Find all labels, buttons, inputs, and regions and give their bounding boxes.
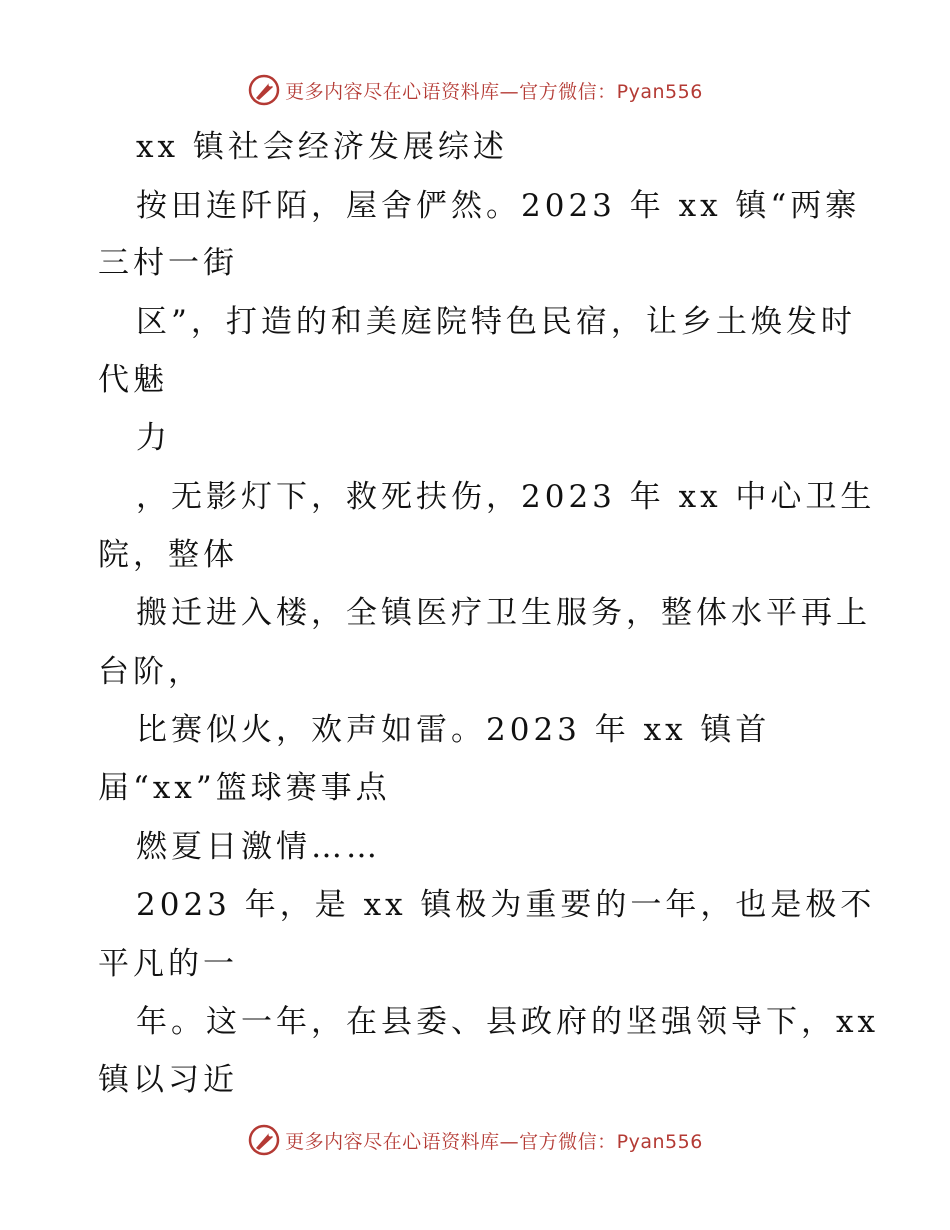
text-line: 年。这一年，在县委、县政府的坚强领导下，xx xyxy=(136,1004,879,1040)
text-line: 届“xx”篮球赛事点 xyxy=(98,770,391,806)
text-line: 按田连阡陌，屋舍俨然。2023 年 xx 镇“两寨 xyxy=(136,188,861,224)
text-line: 力 xyxy=(136,420,171,456)
text-line: 代魅 xyxy=(98,362,168,398)
document-title: xx 镇社会经济发展综述 xyxy=(136,129,508,165)
text-line: 平凡的一 xyxy=(98,946,238,982)
text-line: ，无影灯下，救死扶伤，2023 年 xx 中心卫生 xyxy=(136,479,876,515)
text-line: 燃夏日激情…… xyxy=(136,829,381,865)
text-line: 镇以习近 xyxy=(98,1062,238,1098)
text-line: 比赛似火，欢声如雷。2023 年 xx 镇首 xyxy=(136,712,771,748)
text-line: 2023 年，是 xx 镇极为重要的一年，也是极不 xyxy=(136,887,876,923)
footer-banner xyxy=(0,1120,950,1160)
text-line: 区”，打造的和美庭院特色民宿，让乡土焕发时 xyxy=(136,304,856,340)
footer-banner-text: 更多内容尽在心语资料库—官方微信：Pyan556 xyxy=(285,1130,703,1153)
text-line: 院，整体 xyxy=(98,537,238,573)
header-banner-text: 更多内容尽在心语资料库—官方微信：Pyan556 xyxy=(285,80,703,103)
text-line: 搬迁进入楼，全镇医疗卫生服务，整体水平再上 xyxy=(136,595,871,631)
fountain-pen-logo-icon xyxy=(247,1123,281,1157)
text-line: 台阶， xyxy=(98,654,203,690)
text-line: 三村一街 xyxy=(98,245,238,281)
